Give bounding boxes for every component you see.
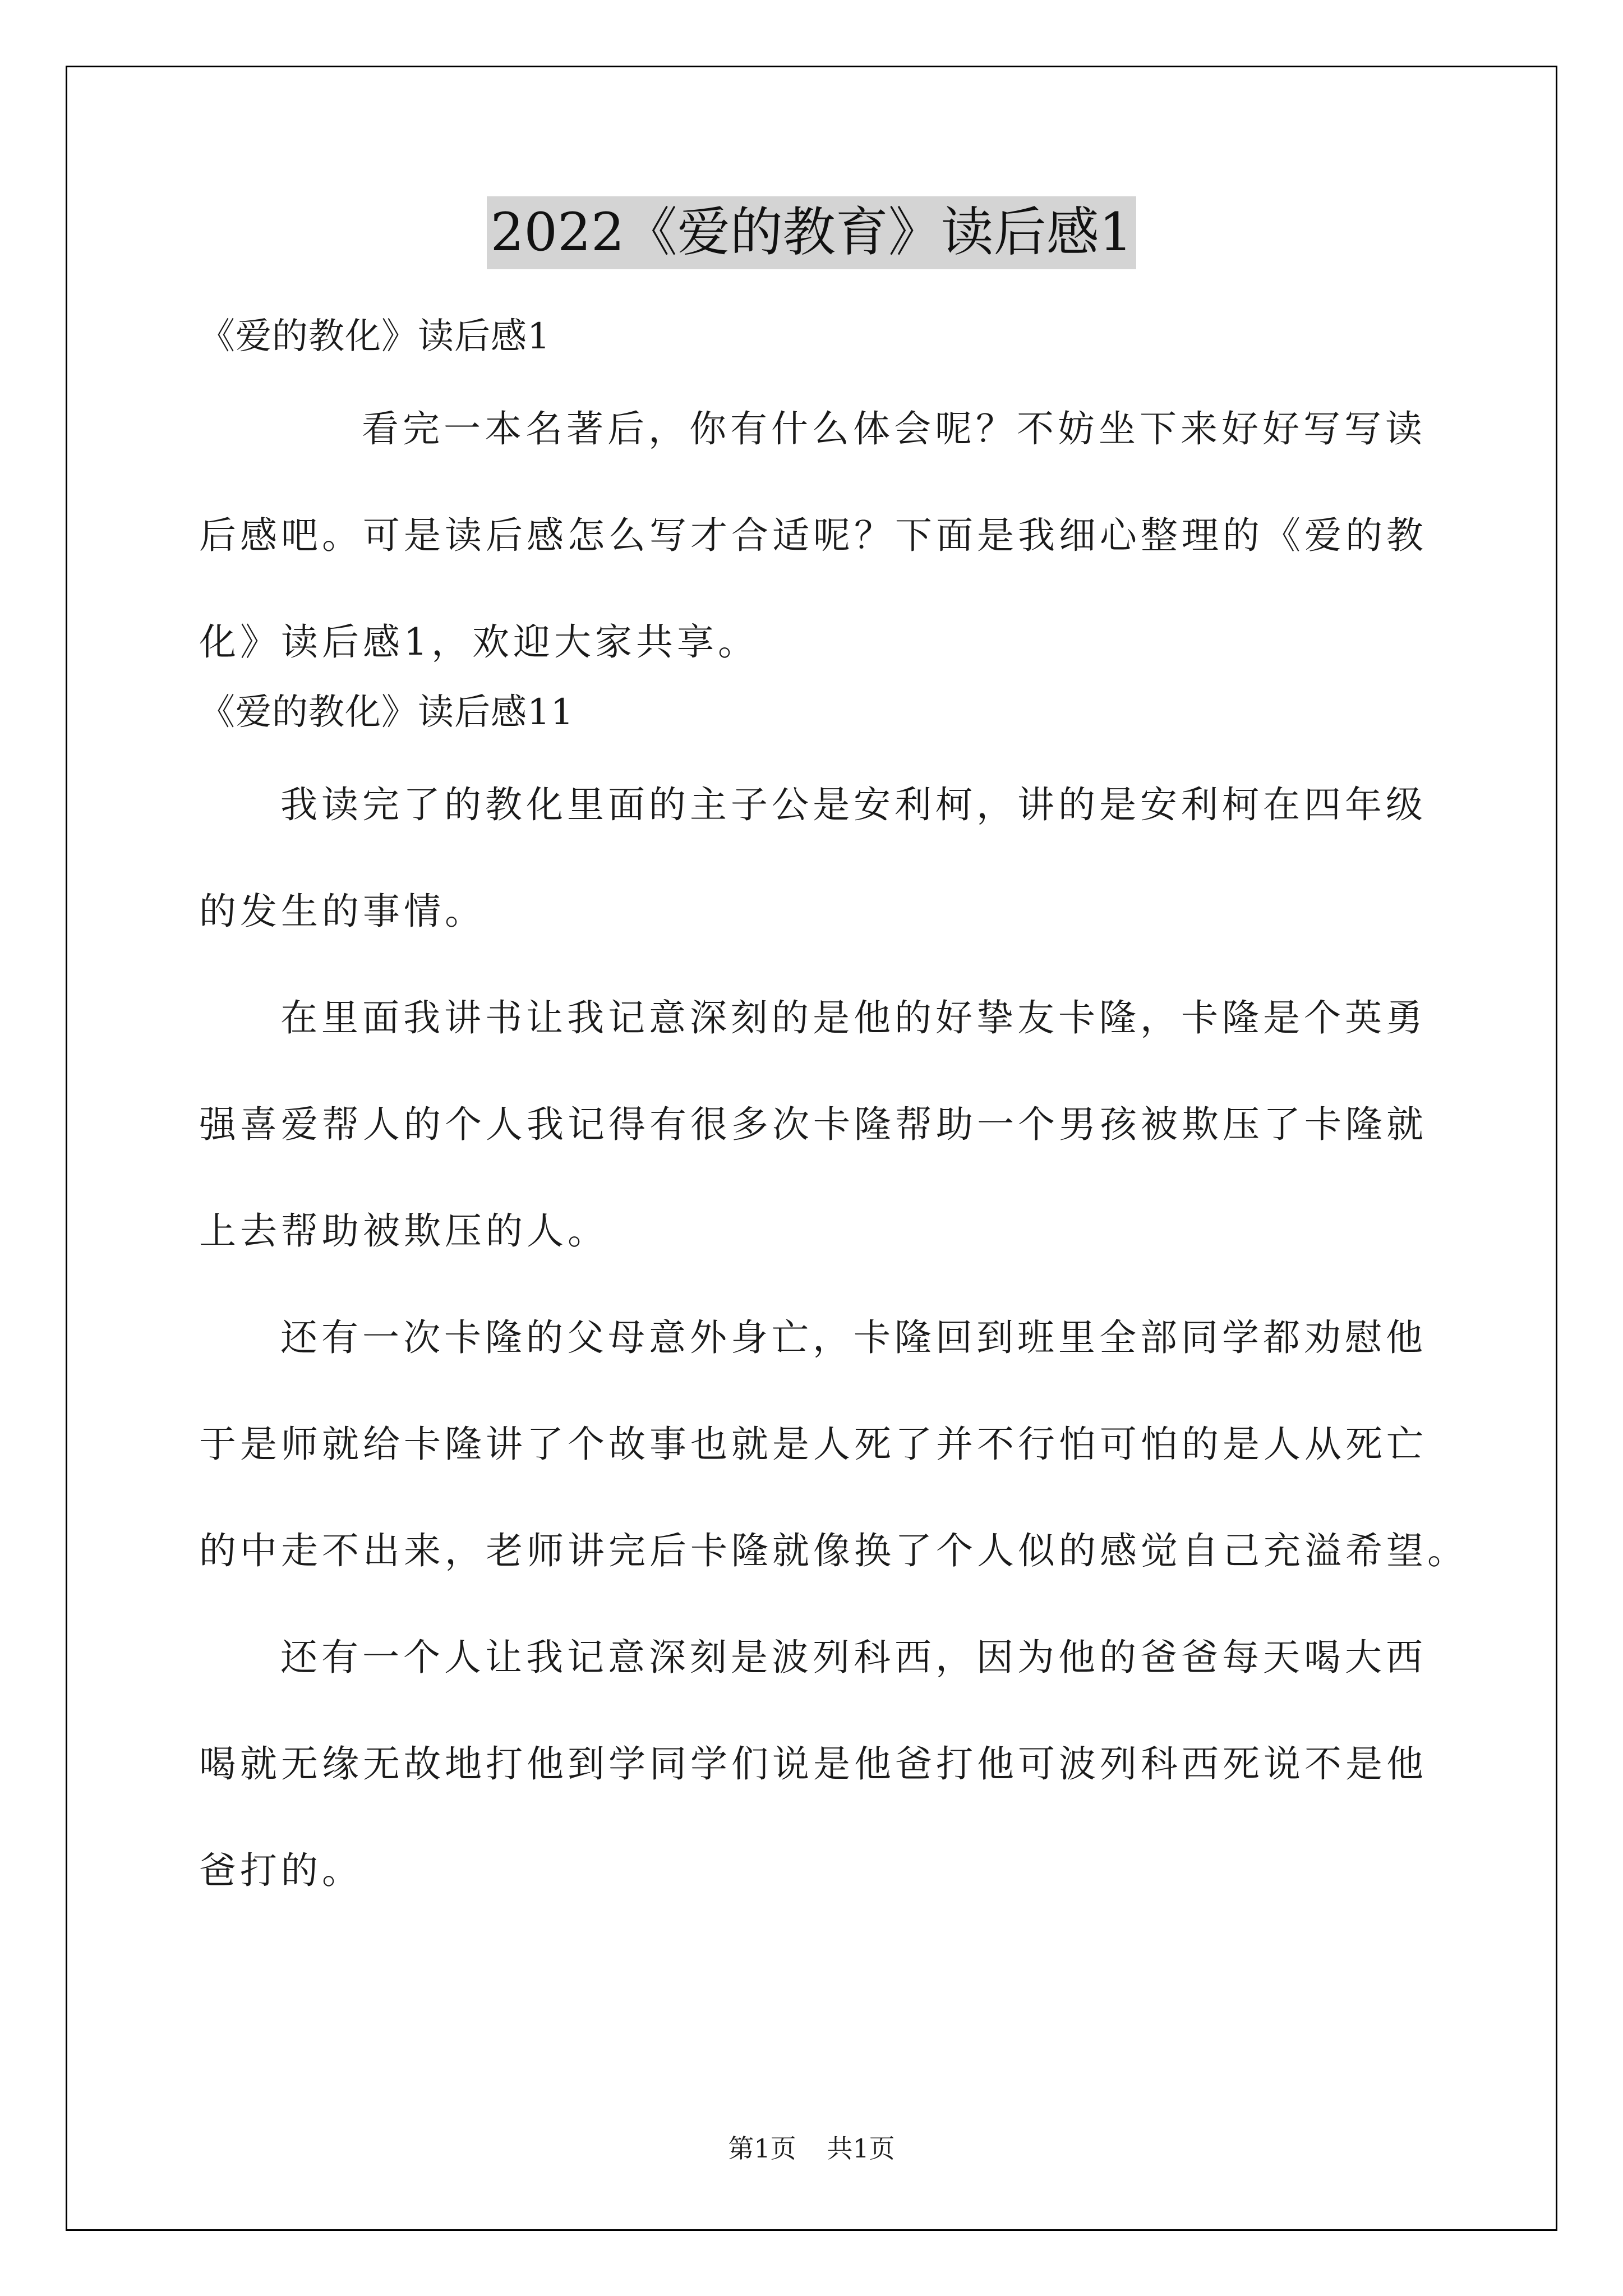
paragraph-line: 我读完了的教化里面的主子公是安利柯，讲的是安利柯在四年级 (280, 783, 1427, 826)
section-heading-2: 《爱的教化》读后感11 (199, 692, 574, 733)
paragraph-line: 喝就无缘无故地打他到学同学们说是他爸打他可波列科西死说不是他 (199, 1742, 1427, 1786)
paragraph-line: 还有一个人让我记意深刻是波列科西，因为他的爸爸每天喝大西 (280, 1636, 1427, 1679)
document-title: 2022《爱的教育》读后感1 (487, 196, 1136, 269)
title-container (0, 196, 1623, 269)
body-paragraph (199, 1604, 1438, 1924)
paragraph-line: 化》读后感1，欢迎大家共享。 (199, 620, 759, 664)
body-paragraph (199, 1285, 1468, 1604)
paragraph-line: 看完一本名著后，你有什么体会呢？不妨坐下来好好写写读 (362, 407, 1426, 450)
paragraph-line: 的中走不出来，老师讲完后卡隆就像换了个人似的感觉自己充溢希望。 (199, 1529, 1468, 1572)
paragraph-line: 后感吧。可是读后感怎么写才合适呢？下面是我细心整理的《爱的教 (199, 514, 1427, 557)
page-footer (0, 2132, 1623, 2165)
body-paragraph (199, 965, 1438, 1285)
document-body (199, 292, 1468, 1924)
paragraph-line: 的发生的事情。 (199, 890, 486, 933)
section-heading-1: 《爱的教化》读后感1 (199, 316, 551, 357)
paragraph-line: 强喜爱帮人的个人我记得有很多次卡隆帮助一个男孩被欺压了卡隆就 (199, 1103, 1427, 1146)
paragraph-line: 在里面我讲书让我记意深刻的是他的好挚友卡隆，卡隆是个英勇 (280, 996, 1427, 1039)
body-paragraph (199, 752, 1438, 965)
paragraph-line: 爸打的。 (199, 1849, 363, 1892)
paragraph-line: 还有一次卡隆的父母意外身亡，卡隆回到班里全部同学都劝慰他 (280, 1316, 1427, 1359)
page-total: 共1页 (827, 2133, 895, 2164)
paragraph-line: 上去帮助被欺压的人。 (199, 1209, 608, 1253)
page-number: 第1页 (728, 2133, 796, 2164)
paragraph-line: 于是师就给卡隆讲了个故事也就是人死了并不行怕可怕的是人从死亡 (199, 1423, 1427, 1466)
intro-paragraph (199, 376, 1438, 696)
